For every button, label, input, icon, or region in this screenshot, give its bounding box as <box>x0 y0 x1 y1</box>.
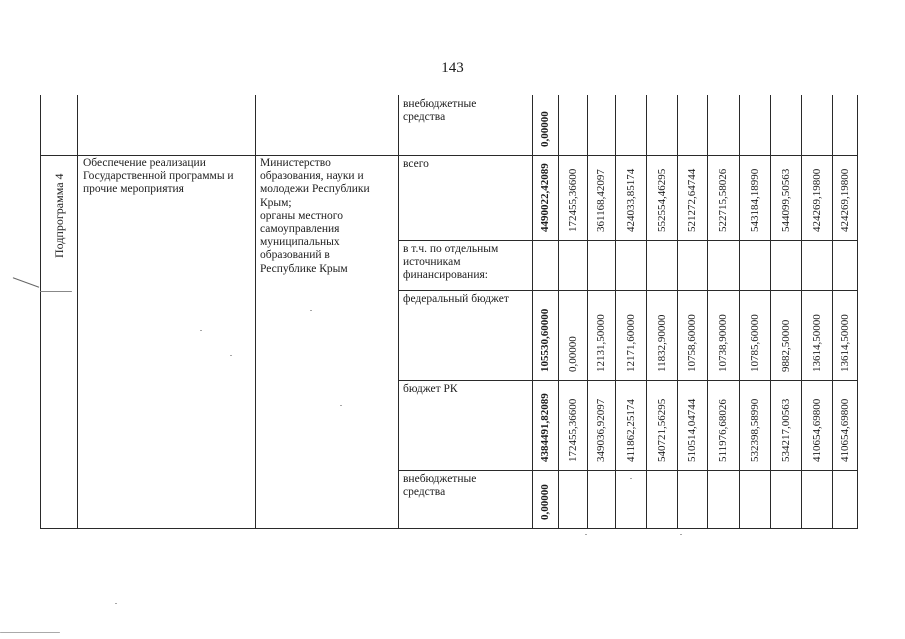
executor-text: молодежи Республики <box>260 183 370 196</box>
table-horizontal-rule <box>40 528 858 529</box>
scan-speck <box>630 478 632 479</box>
year-amount-cell: 9882,50000 <box>779 319 792 372</box>
scan-speck <box>340 405 342 406</box>
year-amount-cell: 411862,25174 <box>624 399 637 462</box>
table-vertical-rule <box>558 95 559 528</box>
table-vertical-rule <box>739 95 740 528</box>
table-vertical-rule <box>770 95 771 528</box>
funding-source-label: средства <box>403 111 446 124</box>
year-amount-cell: 361168,42097 <box>595 169 607 232</box>
funding-source-label: источникам <box>403 256 461 269</box>
scan-speck <box>115 603 117 604</box>
year-amount-cell: 10738,90000 <box>717 314 729 372</box>
page-number: 143 <box>441 60 464 76</box>
total-amount-cell: 0,00000 <box>539 111 551 147</box>
year-amount-cell: 12131,50000 <box>595 314 607 372</box>
year-amount-cell: 510514,04744 <box>686 398 698 462</box>
table-vertical-rule <box>615 95 616 528</box>
table-horizontal-rule <box>40 155 858 156</box>
funding-source-label: всего <box>403 158 429 170</box>
table-vertical-rule <box>398 95 399 528</box>
total-amount-cell: 0,00000 <box>539 484 551 520</box>
executor-text: Республике Крым <box>260 262 348 275</box>
year-amount-cell: 532398,58990 <box>748 398 761 462</box>
table-vertical-rule <box>40 95 41 528</box>
year-amount-cell: 534217,00563 <box>779 398 792 462</box>
year-amount-cell: 172455,36600 <box>566 398 579 462</box>
year-amount-cell: 12171,60000 <box>624 314 637 372</box>
year-amount-cell: 511976,68026 <box>717 399 729 462</box>
measure-text: Государственной программы и <box>83 170 234 183</box>
year-amount-cell: 424269,19800 <box>838 168 851 232</box>
funding-source-label: средства <box>403 486 446 499</box>
executor-text: Министерство <box>260 157 331 169</box>
executor-text: органы местного <box>260 209 343 222</box>
table-vertical-rule <box>77 95 78 528</box>
year-amount-cell: 424033,85174 <box>624 168 637 232</box>
year-amount-cell: 540721,56295 <box>655 398 668 462</box>
table-horizontal-rule <box>398 240 858 241</box>
funding-source-label: федеральный бюджет <box>403 293 509 305</box>
measure-text: Обеспечение реализации <box>83 157 206 169</box>
scan-mark <box>0 632 60 633</box>
table-horizontal-rule <box>398 470 858 471</box>
scan-speck <box>585 534 587 535</box>
table-horizontal-rule <box>398 290 858 291</box>
executor-text: самоуправления <box>260 223 340 235</box>
year-amount-cell: 522715,58026 <box>717 168 729 232</box>
year-amount-cell: 13614,50000 <box>838 314 851 372</box>
scan-speck <box>230 355 232 356</box>
funding-source-label: финансирования: <box>403 269 488 282</box>
scan-speck <box>200 330 202 331</box>
executor-text: Крым; <box>260 196 292 209</box>
table-horizontal-rule <box>398 380 858 381</box>
year-amount-cell: 410654,69800 <box>838 398 851 462</box>
table-vertical-rule <box>532 95 533 528</box>
funding-source-label: внебюджетные <box>403 98 477 110</box>
total-amount-cell: 105530,60000 <box>539 308 551 372</box>
year-amount-cell: 0,00000 <box>566 336 579 372</box>
year-amount-cell: 543184,18990 <box>748 168 761 232</box>
table-vertical-rule <box>677 95 678 528</box>
table-vertical-rule <box>646 95 647 528</box>
scan-speck <box>680 534 682 535</box>
year-amount-cell: 521272,64744 <box>686 168 698 232</box>
scan-mark <box>13 277 40 288</box>
year-amount-cell: 410654,69800 <box>810 398 823 462</box>
year-amount-cell: 13614,50000 <box>810 314 823 372</box>
total-amount-cell: 4490022,42089 <box>539 163 551 232</box>
total-amount-cell: 4384491,82089 <box>539 393 551 462</box>
year-amount-cell: 349036,92097 <box>595 398 607 462</box>
executor-text: образования, науки и <box>260 170 364 183</box>
measure-text: прочие мероприятия <box>83 183 184 196</box>
year-amount-cell: 11832,90000 <box>655 314 668 372</box>
year-amount-cell: 10758,60000 <box>686 314 698 372</box>
year-amount-cell: 172455,36600 <box>566 168 579 232</box>
scan-speck <box>310 310 312 311</box>
table-vertical-rule <box>857 95 858 528</box>
table-vertical-rule <box>832 95 833 528</box>
executor-text: муниципальных <box>260 236 340 249</box>
funding-source-label: в т.ч. по отдельным <box>403 243 499 255</box>
funding-source-label: бюджет РК <box>403 383 458 395</box>
year-amount-cell: 10785,60000 <box>748 314 761 372</box>
year-amount-cell: 424269,19800 <box>810 168 823 232</box>
subprogram-label: Подпрограмма 4 <box>52 173 66 258</box>
table-vertical-rule <box>255 95 256 528</box>
table-vertical-rule <box>587 95 588 528</box>
year-amount-cell: 552554,46295 <box>655 168 668 232</box>
year-amount-cell: 544099,50563 <box>779 168 792 232</box>
funding-source-label: внебюджетные <box>403 473 477 485</box>
table-vertical-rule <box>707 95 708 528</box>
table-vertical-rule <box>801 95 802 528</box>
executor-text: образований в <box>260 249 330 262</box>
scan-mark <box>40 291 72 292</box>
